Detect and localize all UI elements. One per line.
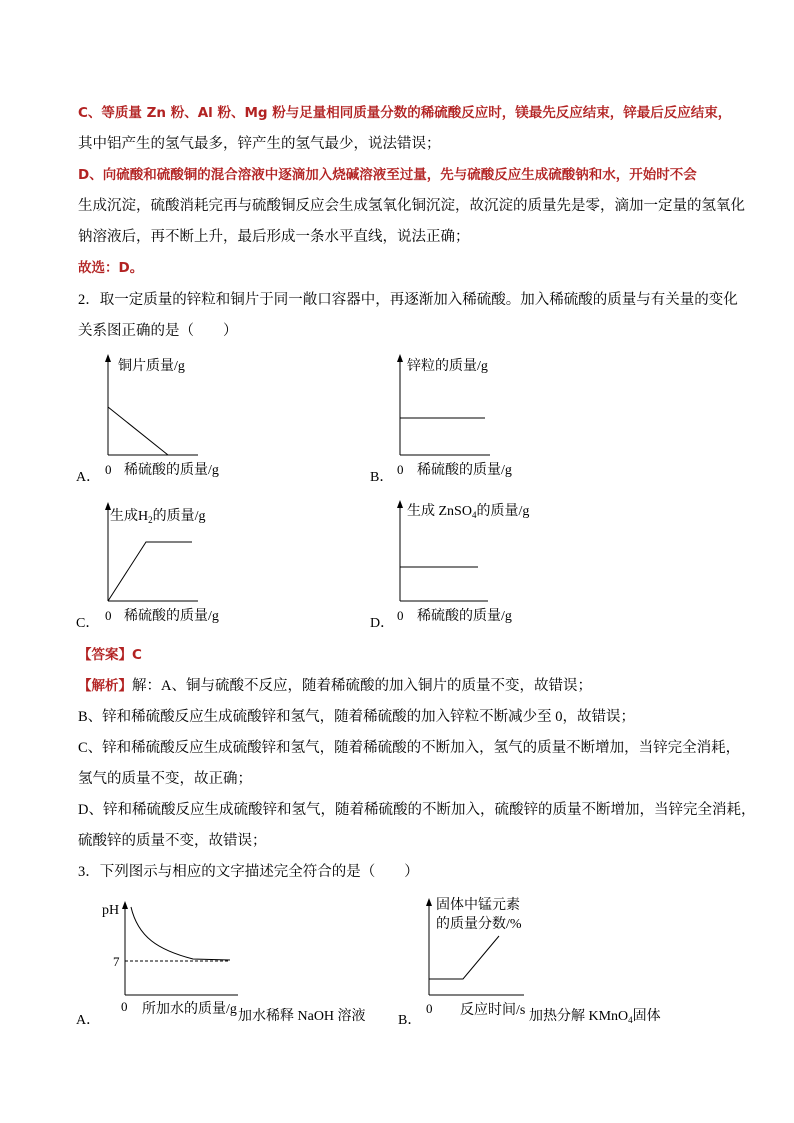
q2-option-b-label: B． — [370, 470, 394, 485]
q2-stem-line-2: 关系图正确的是（ ） — [78, 323, 238, 339]
analysis-b-line: B、锌和稀硫酸反应生成硫酸锌和氢气，随着稀硫酸的加入锌粒不断减少至 0，故错误； — [78, 709, 636, 725]
y-axis-label: 铜片质量/g — [118, 359, 185, 374]
x-axis-label: 稀硫酸的质量/g — [124, 609, 219, 624]
origin-label: 0 — [121, 999, 128, 1014]
y-axis-label-line-2: 的质量分数/% — [436, 917, 522, 932]
analysis-d-line-3: 钠溶液后，再不断上升，最后形成一条水平直线，说法正确； — [78, 229, 470, 245]
mn-fraction-line — [429, 936, 499, 979]
analysis-a-text: 解：A、铜与硫酸不反应，随着稀硫酸的加入铜片的质量不变，故错误； — [132, 678, 592, 694]
q2-graph-c — [96, 498, 276, 628]
y-axis-arrow — [122, 901, 128, 909]
q3-option-b-label: B． — [398, 1013, 422, 1028]
q2-option-c-label: C． — [76, 616, 100, 631]
analysis-c-line-1: C、等质量 Zn 粉、Al 粉、Mg 粉与足量相同质量分数的稀硫酸反应时，镁最先反应结束，锌最后反应结束， — [78, 105, 732, 121]
answer-tag: 【答案】 — [78, 647, 132, 663]
copper-mass-line — [108, 407, 168, 455]
analysis-d-line-2: 硫酸锌的质量不变，故错误； — [78, 833, 267, 849]
ph-curve — [131, 907, 230, 960]
y-axis-arrow — [105, 354, 111, 362]
q2-option-a-label: A． — [76, 470, 101, 485]
answer-line — [78, 645, 142, 665]
q2-graph-d — [390, 496, 580, 626]
q2-graph-b — [390, 350, 570, 480]
x-axis-label: 稀硫酸的质量/g — [417, 609, 512, 624]
y-axis-arrow — [397, 354, 403, 362]
final-choice: 故选：D。 — [78, 260, 144, 276]
graph-caption: 加热分解 KMnO$_4$固体 — [529, 1009, 661, 1025]
q3-stem: 3．下列图示与相应的文字描述完全符合的是（ ） — [78, 864, 419, 880]
origin-label: 0 — [397, 608, 404, 623]
origin-label: 0 — [105, 608, 112, 623]
y-axis-label-line-1: 固体中锰元素 — [436, 898, 520, 913]
analysis-c-line-2: 其中铝产生的氢气最多，锌产生的氢气最少，说法错误； — [78, 136, 441, 152]
origin-label: 0 — [426, 1001, 433, 1016]
origin-label: 0 — [397, 462, 404, 477]
analysis-a-line — [78, 676, 592, 696]
y-axis-arrow — [426, 898, 432, 906]
analysis-d-line-2: 生成沉淀，硫酸消耗完再与硫酸铜反应会生成氢氧化铜沉淀，故沉淀的质量先是零，滴加一定量的氢氧化 — [78, 198, 745, 214]
x-axis-label: 稀硫酸的质量/g — [417, 463, 512, 478]
origin-label: 0 — [105, 462, 112, 477]
y-axis-label: 生成 ZnSO$_4$的质量/g — [407, 504, 530, 520]
answer-value: C — [132, 647, 142, 663]
analysis-d-line-1: D、向硫酸和硫酸铜的混合溶液中逐滴加入烧碱溶液至过量，先与硫酸反应生成硫酸钠和水，开始时不会 — [78, 167, 697, 183]
graph-caption: 加水稀释 NaOH 溶液 — [238, 1009, 366, 1024]
y-axis-label: 锌粒的质量/g — [407, 359, 488, 374]
analysis-tag: 【解析】 — [78, 678, 132, 694]
x-axis-label: 稀硫酸的质量/g — [124, 463, 219, 478]
x-axis-label: 所加水的质量/g — [142, 1002, 237, 1017]
q3-option-a-label: A． — [76, 1013, 101, 1028]
analysis-c-line-1: C、锌和稀硫酸反应生成硫酸锌和氢气，随着稀硫酸的不断加入，氢气的质量不断增加，当锌完全消耗， — [78, 740, 741, 756]
y-axis-label: 生成$H_2$的质量/g — [110, 509, 206, 525]
analysis-c-line-2: 氢气的质量不变，故正确； — [78, 771, 252, 787]
x-axis-label: 反应时间/s — [460, 1003, 526, 1018]
q2-option-d-label: D． — [370, 616, 395, 631]
tick-7: 7 — [113, 954, 120, 969]
y-axis-arrow — [397, 500, 403, 508]
q3-graph-a — [98, 892, 378, 1027]
q3-graph-b — [418, 892, 678, 1027]
hydrogen-mass-line — [108, 542, 192, 601]
q2-stem-line-1: 2．取一定质量的锌粒和铜片于同一敞口容器中，再逐渐加入稀硫酸。加入稀硫酸的质量与有关量的变化 — [78, 292, 738, 308]
analysis-d-line-1: D、锌和稀硫酸反应生成硫酸锌和氢气，随着稀硫酸的不断加入，硫酸锌的质量不断增加，当锌完全消耗， — [78, 802, 756, 818]
y-axis-label: pH — [102, 903, 120, 918]
q2-graph-a — [96, 350, 276, 480]
